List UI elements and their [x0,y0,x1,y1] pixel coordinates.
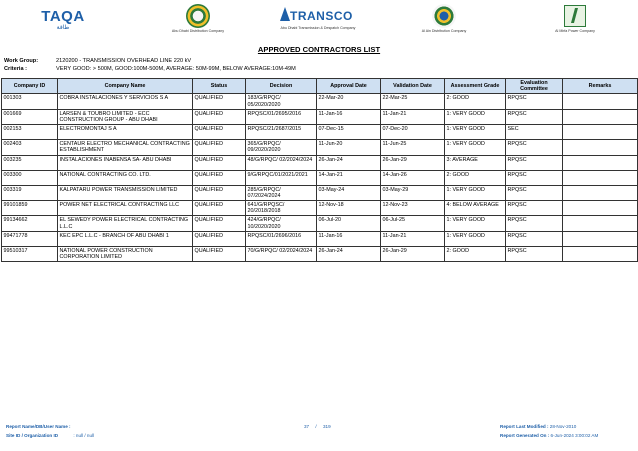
table-row [2,125,638,140]
cell-approval-date: 12-Nov-18 [317,201,381,216]
cell-approval-date: 11-Jan-16 [317,109,381,124]
cell-assessment-grade: 1: VERY GOOD [445,109,506,124]
criteria-line [4,66,296,73]
cell-company-name: KEC EPC L.L.C - BRANCH OF ABU DHABI 1 [58,231,193,246]
cell-status: QUALIFIED [193,140,246,155]
cell-status: QUALIFIED [193,94,246,109]
cell-company-name: CENTAUR ELECTRO MECHANICAL CONTRACTING ESTABLISHMENT [58,140,193,155]
page-total: 319 [322,424,331,429]
cell-evaluation-committee: RPQSC [506,231,563,246]
cell-assessment-grade: 1: VERY GOOD [445,140,506,155]
mirfa-logo [530,4,620,38]
cell-company-id: 99471778 [2,231,58,246]
cell-assessment-grade: 1: VERY GOOD [445,216,506,231]
last-modified-label: Report Last Modified : [500,424,549,429]
cell-status: QUALIFIED [193,185,246,200]
cell-validation-date: 11-Jan-21 [381,231,445,246]
footer-last-modified [500,424,576,430]
footer-generated-on [500,433,598,439]
addc-emblem-icon [186,4,210,28]
cell-status: QUALIFIED [193,125,246,140]
cell-decision: 285/G/RPQC/ 07/2024/2024 [246,185,317,200]
cell-validation-date: 06-Jul-25 [381,216,445,231]
cell-approval-date: 22-Mar-20 [317,94,381,109]
table-body [2,94,638,262]
transco-logo-title: TRANSCO [290,9,353,23]
cell-remarks [563,201,638,216]
transco-logo [272,4,364,38]
criteria-value: VERY GOOD: > 500M, GOOD:100M-500M, AVERAGE: 50M-99M, BELOW AVERAGE:10M-49M [56,66,296,72]
cell-validation-date: 11-Jan-21 [381,109,445,124]
cell-company-name: INSTALACIONES INABENSA SA- ABU DHABI [58,155,193,170]
cell-company-id: 001669 [2,109,58,124]
cell-validation-date: 26-Jan-29 [381,155,445,170]
cell-validation-date: 03-May-29 [381,185,445,200]
work-group-label: Work Group: [4,58,39,64]
cell-decision: 70/G/RPQC/ 02/2024/2024 [246,246,317,261]
transco-logo-caption: Abu Dhabi Transmission & Despatch Company [280,26,356,30]
table-row [2,185,638,200]
cell-assessment-grade: 1: VERY GOOD [445,125,506,140]
page-number [304,424,331,430]
generated-label: Report Generated On : [500,433,550,438]
cell-remarks [563,231,638,246]
cell-status: QUALIFIED [193,109,246,124]
cell-decision: 9/G/RPQC/01/2021/2021 [246,170,317,185]
header-remarks: Remarks [563,79,638,94]
cell-company-id: 003235 [2,155,58,170]
cell-evaluation-committee: RPQSC [506,170,563,185]
work-group-line [4,58,191,65]
cell-remarks [563,94,638,109]
cell-remarks [563,185,638,200]
criteria-label: Criteria : [4,66,28,72]
header-company-id: Company ID [2,79,58,94]
header-company-name: Company Name [58,79,193,94]
cell-validation-date: 22-Mar-25 [381,94,445,109]
site-id-value: : null / null [73,433,95,438]
page-current: 37 [304,424,310,429]
cell-assessment-grade: 1: VERY GOOD [445,231,506,246]
cell-decision: 424/G/RPQC/ 10/2020/2020 [246,216,317,231]
report-name-label: Report Name/DB/User Name : [6,424,71,429]
cell-approval-date: 26-Jan-24 [317,155,381,170]
cell-decision: 48/G/RPQC/ 02/2024/2024 [246,155,317,170]
cell-approval-date: 11-Jun-20 [317,140,381,155]
last-modified-value: 28-Nov-2010 [549,424,577,429]
cell-decision: 641/G/RPQSC/ 20/2018/2018 [246,201,317,216]
cell-validation-date: 14-Jan-26 [381,170,445,185]
cell-company-name: NATIONAL POWER CONSTRUCTION CORPORATION LIMITED [58,246,193,261]
header-decision: Decision [246,79,317,94]
document-title: APPROVED CONTRACTORS LIST [257,45,381,54]
contractors-table [1,78,638,262]
table-header-row [2,79,638,94]
cell-company-name: LARSEN & TOUBRO LIMITED - ECC CONSTRUCTION GROUP - ABU DHABI [58,109,193,124]
cell-status: QUALIFIED [193,246,246,261]
cell-decision: RPQSC/01/2696/2016 [246,231,317,246]
cell-evaluation-committee: RPQSC [506,109,563,124]
cell-decision: RPQSC/01/2695/2016 [246,109,317,124]
taqa-logo-title: TAQA [41,8,85,25]
mirfa-emblem-icon [564,5,586,27]
cell-validation-date: 11-Jun-25 [381,140,445,155]
cell-company-id: 002403 [2,140,58,155]
table-row [2,216,638,231]
cell-company-id: 003319 [2,185,58,200]
cell-validation-date: 07-Dec-20 [381,125,445,140]
cell-remarks [563,109,638,124]
cell-evaluation-committee: RPQSC [506,140,563,155]
cell-company-name: ELECTROMONTAJ S A [58,125,193,140]
taqa-logo [28,4,98,38]
table-row [2,109,638,124]
cell-evaluation-committee: RPQSC [506,246,563,261]
cell-assessment-grade: 2: GOOD [445,94,506,109]
header-evaluation-committee: Evaluation Committee [506,79,563,94]
cell-evaluation-committee: RPQSC [506,155,563,170]
cell-company-id: 001303 [2,94,58,109]
cell-status: QUALIFIED [193,231,246,246]
footer-report-name [6,424,71,430]
cell-remarks [563,216,638,231]
cell-company-id: 99101859 [2,201,58,216]
cell-approval-date: 06-Jul-20 [317,216,381,231]
table-row [2,94,638,109]
header-status: Status [193,79,246,94]
cell-status: QUALIFIED [193,170,246,185]
aadc-logo-caption: Al Ain Distribution Company [421,29,467,33]
cell-assessment-grade: 2: GOOD [445,170,506,185]
cell-validation-date: 26-Jan-29 [381,246,445,261]
cell-decision: RPQSC/21/2687/2015 [246,125,317,140]
cell-approval-date: 11-Jan-16 [317,231,381,246]
cell-approval-date: 14-Jan-21 [317,170,381,185]
cell-remarks [563,125,638,140]
cell-evaluation-committee: RPQSC [506,185,563,200]
aadc-emblem-icon [432,4,456,28]
cell-status: QUALIFIED [193,201,246,216]
cell-assessment-grade: 1: VERY GOOD [445,185,506,200]
cell-company-name: NATIONAL CONTRACTING CO. LTD. [58,170,193,185]
table-row [2,246,638,261]
cell-company-id: 99510317 [2,246,58,261]
cell-assessment-grade: 3: AVERAGE [445,155,506,170]
cell-company-name: COBRA INSTALACIONES Y SERVICIOS S A [58,94,193,109]
taqa-logo-caption: طاقة [56,25,70,31]
cell-validation-date: 12-Nov-23 [381,201,445,216]
addc-logo-caption: Abu Dhabi Distribution Company [171,29,225,33]
cell-company-id: 99134662 [2,216,58,231]
work-group-value: 2120200 - TRANSMISSION OVERHEAD LINE 220 kV [56,58,192,64]
table-row [2,201,638,216]
cell-evaluation-committee: RPQSC [506,94,563,109]
addc-logo [152,4,244,38]
header-validation-date: Validation Date [381,79,445,94]
cell-evaluation-committee: SEC [506,125,563,140]
generated-value: 6-Jun-2024 3:00:02 AM [550,433,599,438]
cell-company-name: EL SEWEDY POWER ELECTRICAL CONTRACTING L.L.C [58,216,193,231]
cell-assessment-grade: 4: BELOW AVERAGE [445,201,506,216]
cell-assessment-grade: 2: GOOD [445,246,506,261]
cell-approval-date: 03-May-24 [317,185,381,200]
header-approval-date: Approval Date [317,79,381,94]
cell-remarks [563,170,638,185]
cell-decision: 183/G/RPQC/ 05/2020/2020 [246,94,317,109]
cell-company-id: 002153 [2,125,58,140]
cell-approval-date: 26-Jan-24 [317,246,381,261]
cell-company-name: KALPATARU POWER TRANSMISSION LIMITED [58,185,193,200]
table-row [2,231,638,246]
cell-remarks [563,246,638,261]
table-row [2,170,638,185]
page-separator: / [315,424,317,429]
cell-company-id: 003300 [2,170,58,185]
cell-status: QUALIFIED [193,155,246,170]
footer-site-id [6,433,94,439]
table-row [2,140,638,155]
mirfa-logo-caption: Al Mirfa Power Company [555,29,595,33]
cell-approval-date: 07-Dec-15 [317,125,381,140]
cell-status: QUALIFIED [193,216,246,231]
transco-pylon-icon [280,7,290,21]
cell-evaluation-committee: RPQSC [506,201,563,216]
table-row [2,155,638,170]
cell-remarks [563,155,638,170]
site-id-label: Site ID / Organization ID [6,433,59,438]
aadc-logo [398,4,490,38]
cell-remarks [563,140,638,155]
cell-company-name: POWER NET ELECTRICAL CONTRACTING LLC [58,201,193,216]
header-assessment-grade: Assessment Grade [445,79,506,94]
logo-strip [0,0,638,42]
cell-evaluation-committee: RPQSC [506,216,563,231]
cell-decision: 365/G/RPQC/ 09/2020/2020 [246,140,317,155]
